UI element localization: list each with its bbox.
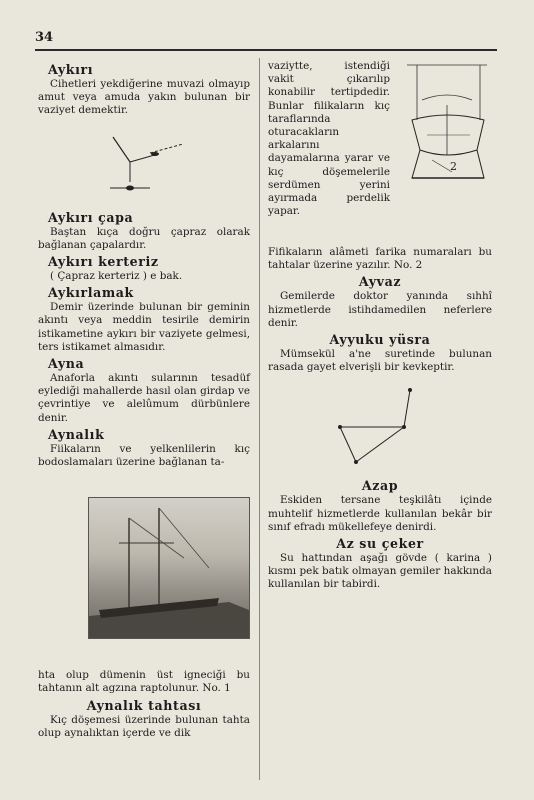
header-rule	[35, 49, 497, 51]
left-column	[38, 60, 250, 740]
definition-aynalik: Fiikaların ve yelkenlilerin kıç bodoslamaları üzerine bağlanan ta-	[38, 442, 250, 469]
continued-text-full: Fifikaların alâmeti farika numaraları bu tahtalar üzerine yazılır. No. 2	[268, 246, 492, 272]
right-column	[268, 60, 492, 592]
definition-ayyuku-yusra: Mümsekül a'ne suretinde bulunan rasada gayet elverişli bir kevkeptir.	[268, 348, 492, 374]
figure-boat-stern	[392, 60, 492, 200]
boat-section	[268, 60, 492, 246]
headword-aykirlamak: Aykırlamak	[48, 285, 134, 301]
headword-aynalik-tahtasi: Aynalık tahtası	[86, 697, 202, 713]
headword-ayyuku-yusra: Ayyuku yüsra	[329, 332, 431, 348]
definition-aynalik-continued: hta olup dümenin üst igneciği bu tahtanın alt agzına raptolunur. No. 1	[38, 669, 250, 695]
ship-photo	[88, 497, 250, 639]
boat-stern-diagram	[392, 60, 492, 200]
knot-diagram	[38, 132, 250, 202]
definition-aykirlamak: Demir üzerinde bulunan bir geminin akıntı veya meddin tesirile demirin istikametine aykırı bir vaziyete gelmesi, ters istikamet almasıdır.	[38, 301, 250, 353]
definition-azap: Eskiden tersane teşkilâtı içinde muhtelif hizmetlerde kullanılan bekâr bir sınıf efradı mükellefeye denirdi.	[268, 494, 492, 533]
definition-aynalik-tahtasi: Kıç döşemesi üzerinde bulunan tahta olup aynalıktan içerde ve dik	[38, 713, 250, 739]
definition-aykiri-kerteriz: ( Çapraz kerteriz ) e bak.	[50, 270, 183, 283]
headword-aynalik: Aynalık	[48, 426, 105, 442]
column-divider	[259, 58, 260, 780]
constellation-diagram	[268, 382, 492, 472]
headword-az-su-ceker: Az su çeker	[336, 536, 424, 552]
headword-ayna: Ayna	[48, 356, 85, 372]
figure-label-2: 2	[450, 160, 457, 173]
headword-aykiri-capa: Aykırı çapa	[48, 209, 134, 225]
definition-az-su-ceker: Su hattından aşağı gövde ( karina ) kısmı pek batık olmayan gemiler hakkında kullanılan bir tabirdi.	[268, 552, 492, 591]
headword-azap: Azap	[361, 478, 399, 494]
definition-ayvaz: Gemilerde doktor yanında sıhhî hizmetlerde istihdamedilen neferlere denir.	[268, 290, 492, 329]
page-number: 34	[35, 30, 54, 45]
figure-constellation	[268, 382, 492, 472]
definition-ayna: Anaforla akıntı sularının tesadüf eylediği mahallerde hasıl olan girdap ve çevrintiye ve alelûmum dürbünlere denir.	[38, 372, 250, 424]
headword-aykiri-kerteriz: Aykırı kerteriz	[48, 254, 159, 270]
headword-aykiri: Aykırı	[48, 62, 94, 77]
continued-text-wrap: vaziytte, istendiği vakit çıkarılıp konabilir tertipdedir. Bunlar filikaların kıç taraflarında oturacakların arkalarını dayamalarına yarar ve kıç döşemelerile serdümen yerini ayırmada perdelik yapar.	[268, 60, 390, 218]
definition-aykiri: Cihetleri yekdiğerine muvazi olmayıp amut veya amuda yakın bulunan bir vaziyet demektir.	[38, 78, 250, 117]
definition-aykiri-capa: Baştan kıça doğru çapraz olarak bağlanan çapalardır.	[38, 225, 250, 251]
ship-silhouette	[89, 498, 249, 638]
figure-knot	[38, 132, 250, 202]
headword-ayvaz: Ayvaz	[358, 274, 402, 290]
